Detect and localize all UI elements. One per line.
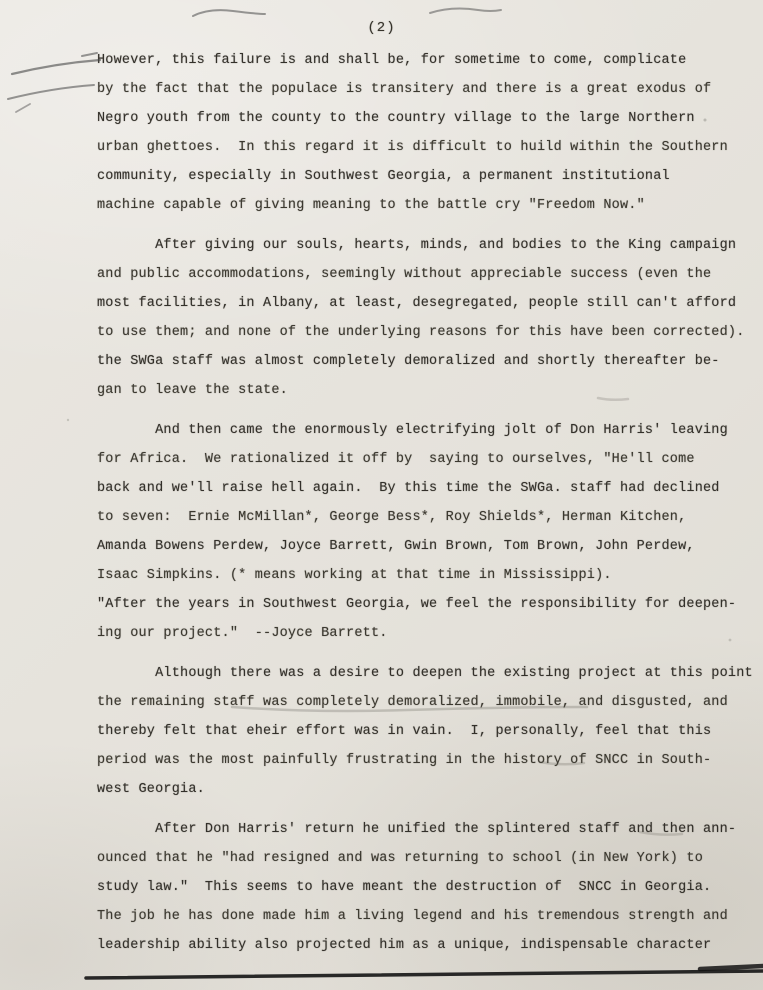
text-line: to seven: Ernie McMillan*, George Bess*, Roy Shields*, Herman Kitchen, (97, 510, 687, 525)
text-line: ing our project." --Joyce Barrett. (97, 626, 388, 641)
text-line: back and we'll raise hell again. By this time the SWGa. staff had declined (97, 481, 720, 496)
text-line: for Africa. We rationalized it off by saying to ourselves, "He'll come (97, 452, 695, 467)
text-line: leadership ability also projected him as a unique, indispensable character (97, 938, 712, 953)
text-line: "After the years in Southwest Georgia, we feel the responsibility for deepen- (97, 597, 737, 612)
text-line: And then came the enormously electrifying jolt of Don Harris' leaving (97, 423, 728, 438)
text-line: After giving our souls, hearts, minds, and bodies to the King campaign (97, 238, 737, 253)
text-line: and public accommodations, seemingly without appreciable success (even the (97, 267, 712, 282)
text-line: After Don Harris' return he unified the splintered staff and then ann- (97, 822, 737, 837)
paragraph-2 (97, 231, 745, 405)
text-line: the SWGa staff was almost completely demoralized and shortly thereafter be- (97, 354, 720, 369)
text-line: The job he has done made him a living legend and his tremendous strength and (97, 909, 728, 924)
text-line: thereby felt that eheir effort was in vain. I, personally, feel that this (97, 724, 712, 739)
text-line: Isaac Simpkins. (* means working at that time in Mississippi). (97, 568, 612, 583)
text-line: community, especially in Southwest Georgia, a permanent institutional (97, 169, 670, 184)
text-line: by the fact that the populace is transitery and there is a great exodus of (97, 82, 712, 97)
text-line: urban ghettoes. In this regard it is difficult to huild within the Southern (97, 140, 728, 155)
text-line: Amanda Bowens Perdew, Joyce Barrett, Gwin Brown, Tom Brown, John Perdew, (97, 539, 695, 554)
page-number: (2) (367, 20, 396, 36)
text-line: most facilities, in Albany, at least, desegregated, people still can't afford (97, 296, 737, 311)
text-line: However, this failure is and shall be, for sometime to come, complicate (97, 53, 687, 68)
paragraph-1 (97, 46, 737, 220)
text-line: gan to leave the state. (97, 383, 288, 398)
text-line: machine capable of giving meaning to the battle cry "Freedom Now." (97, 198, 645, 213)
text-line: to use them; and none of the underlying reasons for this have been corrected). (97, 325, 745, 340)
text-line: ounced that he "had resigned and was returning to school (in New York) to (97, 851, 703, 866)
text-line: Negro youth from the county to the country village to the large Northern (97, 111, 695, 126)
text-line: period was the most painfully frustrating in the history of SNCC in South- (97, 753, 712, 768)
document-body (97, 46, 753, 971)
text-line: the remaining staff was completely demoralized, immobile, and disgusted, and (97, 695, 728, 710)
text-line: west Georgia. (97, 782, 205, 797)
paragraph-3 (97, 416, 737, 648)
paragraph-5 (97, 815, 737, 960)
paragraph-4 (97, 659, 753, 804)
text-line: Although there was a desire to deepen the existing project at this point (97, 666, 753, 681)
text-line: study law." This seems to have meant the destruction of SNCC in Georgia. (97, 880, 712, 895)
